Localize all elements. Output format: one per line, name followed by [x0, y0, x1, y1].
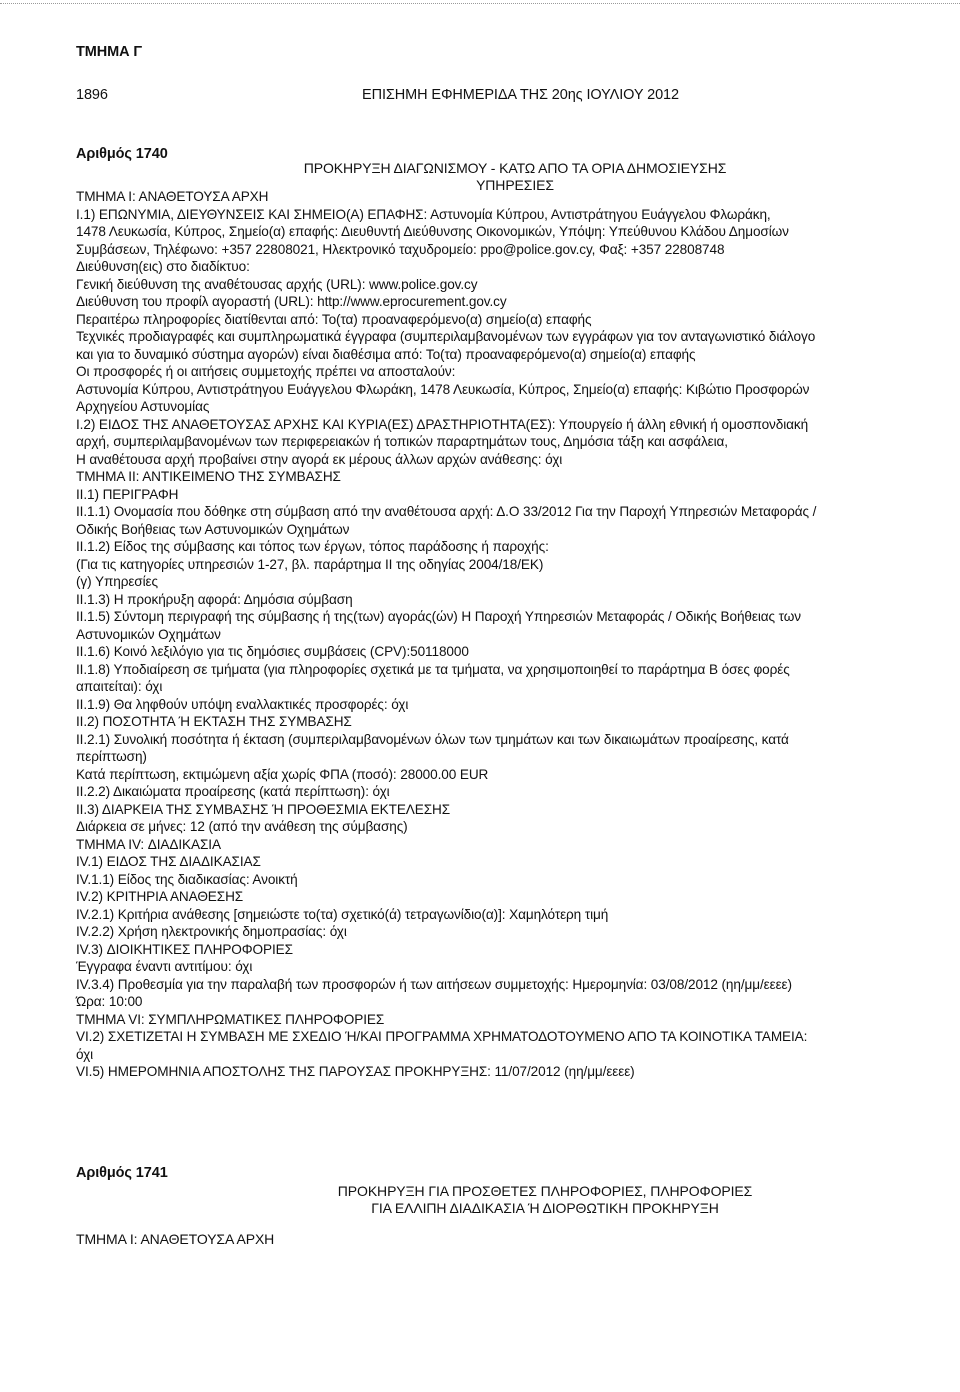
notice-line: IV.2.2) Χρήση ηλεκτρονικής δημοπρασίας: όχι — [76, 924, 347, 939]
notice-line: Διεύθυνση(εις) στο διαδίκτυο: — [76, 259, 250, 274]
notice-line: ΙΙ.3) ΔΙΑΡΚΕΙΑ ΤΗΣ ΣΥΜΒΑΣΗΣ Ή ΠΡΟΘΕΣΜΙΑ ΕΚΤΕΛΕΣΗΣ — [76, 801, 451, 817]
notice-line: ΙΙ.1.9) Θα ληφθούν υπόψη εναλλακτικές προσφορές: όχι — [76, 696, 409, 712]
gazette-title: ΕΠΙΣΗΜΗ ΕΦΗΜΕΡΙΔΑ ΤΗΣ 20ης ΙΟΥΛΙΟΥ 2012 — [362, 87, 679, 103]
notice-line: Συμβάσεων, Τηλέφωνο: +357 22808021, Ηλεκτρονικό ταχυδρομείο: ppo@police.gov.cy, Φαξ: +357 22808748 — [76, 241, 725, 257]
notice-title: ΓΙΑ ΕΛΛΙΠΗ ΔΙΑΔΙΚΑΣΙΑ Ή ΔΙΟΡΘΩΤΙΚΗ ΠΡΟΚΗΡΥΞΗ — [371, 1200, 719, 1216]
notice-line: ΙΙ.1.2) Είδος της σύμβασης και τόπος των έργων, τόπος παράδοσης ή παροχής: — [76, 539, 549, 554]
notice-line: ΙΙ.1.3) Η προκήρυξη αφορά: Δημόσια σύμβαση — [76, 591, 353, 607]
notice-line: Ι.2) ΕΙΔΟΣ ΤΗΣ ΑΝΑΘΕΤΟΥΣΑΣ ΑΡΧΗΣ ΚΑΙ ΚΥΡΙΑ(ΕΣ) ΔΡΑΣΤΗΡΙΟΤΗΤΑ(ΕΣ): Υπουργείο ή άλλη εθνική ή ομοσπονδιακή — [76, 416, 809, 432]
notice-line: Ι.1) ΕΠΩΝΥΜΙΑ, ΔΙΕΥΘΥΝΣΕΙΣ ΚΑΙ ΣΗΜΕΙΟ(Α) ΕΠΑΦΗΣ: Αστυνομία Κύπρου, Αντιστράτηγου Ευάγγελου Φλωράκη, — [76, 206, 771, 222]
notice-line: Οδικής Βοήθειας των Αστυνομικών Οχημάτων — [76, 521, 350, 537]
notice-line: Οι προσφορές ή οι αιτήσεις συμμετοχής πρέπει να αποσταλούν: — [76, 364, 456, 379]
notice-line: Αρχηγείου Αστυνομίας — [76, 399, 210, 414]
notice-line: ΙΙ.1.1) Ονομασία που δόθηκε στη σύμβαση από την αναθέτουσα αρχή: Δ.Ο 33/2012 Για την Παροχή Υπηρεσιών Μεταφοράς / — [76, 504, 817, 519]
notice-line: VI.5) ΗΜΕΡΟΜΗΝΙΑ ΑΠΟΣΤΟΛΗΣ ΤΗΣ ΠΑΡΟΥΣΑΣ ΠΡΟΚΗΡΥΞΗΣ: 11/07/2012 (ηη/μμ/εεεε) — [76, 1064, 635, 1079]
notice-line: IV.3.4) Προθεσμία για την παραλαβή των προσφορών ή των αιτήσεων συμμετοχής: Ημερομηνία: 03/08/2012 (ηη/μμ/εεεε) — [76, 976, 792, 992]
notice-title: ΥΠΗΡΕΣΙΕΣ — [476, 177, 554, 193]
notice-line: VI.2) ΣΧΕΤΙΖΕΤΑΙ Η ΣΥΜΒΑΣΗ ΜΕ ΣΧΕΔΙΟ Ή/ΚΑΙ ΠΡΟΓΡΑΜΜΑ ΧΡΗΜΑΤΟΔΟΤΟΥΜΕΝΟ ΑΠΟ ΤΑ ΚΟΙΝΟΤΙΚΑ ΤΑΜΕΙΑ: — [76, 1029, 808, 1044]
notice-line: IV.1.1) Είδος της διαδικασίας: Ανοικτή — [76, 871, 298, 887]
notice-line: IV.2.1) Κριτήρια ανάθεσης [σημειώστε το(τα) σχετικό(ά) τετραγωνίδιο(α)]: Χαμηλότερη τιμή — [76, 906, 609, 922]
notice-line: περίπτωση) — [76, 749, 147, 764]
scan-artifact-line — [0, 3, 960, 4]
notice-line: ΙΙ.1.5) Σύντομη περιγραφή της σύμβασης ή της(των) αγοράς(ών) Η Παροχή Υπηρεσιών Μεταφοράς / Οδικής Βοήθειας των — [76, 609, 801, 624]
notice-line: Διάρκεια σε μήνες: 12 (από την ανάθεση της σύμβασης) — [76, 819, 408, 834]
notice-line: Η αναθέτουσα αρχή προβαίνει στην αγορά εκ μέρους άλλων αρχών ανάθεσης: όχι — [76, 451, 563, 467]
section-label: ΤΜΗΜΑ Γ — [76, 44, 143, 60]
notice-line: ΙΙ.1.6) Κοινό λεξιλόγιο για τις δημόσιες συμβάσεις (CPV):50118000 — [76, 644, 469, 659]
section-heading: ΤΜΗΜΑ Ι: ΑΝΑΘΕΤΟΥΣΑ ΑΡΧΗ — [76, 1231, 275, 1247]
notice-line: IV.3) ΔΙΟΙΚΗΤΙΚΕΣ ΠΛΗΡΟΦΟΡΙΕΣ — [76, 941, 293, 957]
notice-line: Αστυνομία Κύπρου, Αντιστράτηγου Ευάγγελου Φλωράκη, 1478 Λευκωσία, Κύπρος, Σημείο(α) επαφής: Κιβώτιο Προσφορών — [76, 381, 810, 397]
notice-line: ΙΙ.1) ΠΕΡΙΓΡΑΦΗ — [76, 486, 179, 502]
notice-line: ΙΙ.2) ΠΟΣΟΤΗΤΑ Ή ΕΚΤΑΣΗ ΤΗΣ ΣΥΜΒΑΣΗΣ — [76, 714, 352, 729]
notice-title: ΠΡΟΚΗΡΥΞΗ ΔΙΑΓΩΝΙΣΜΟΥ - ΚΑΤΩ ΑΠΟ ΤΑ ΟΡΙΑ ΔΗΜΟΣΙΕΥΣΗΣ — [303, 160, 727, 176]
notice-line: Έγγραφα έναντι αντιτίμου: όχι — [76, 959, 253, 974]
notice-line: απαιτείται): όχι — [76, 679, 163, 694]
notice-line: (γ) Υπηρεσίες — [76, 574, 158, 589]
notice-line: ΤΜΗΜΑ IV: ΔΙΑΔΙΚΑΣΙΑ — [76, 836, 221, 852]
notice-line: Γενική διεύθυνση της αναθέτουσας αρχής (URL): www.police.gov.cy — [76, 276, 478, 292]
notice-line: 1478 Λευκωσία, Κύπρος, Σημείο(α) επαφής: Διευθυντή Διεύθυνσης Οικονομικών, Υπόψη: Υπεύθυνου Κλάδου Δημοσίων — [76, 224, 789, 239]
page-number: 1896 — [76, 87, 108, 103]
notice-line: αρχή, συμπεριλαμβανομένων των περιφερειακών ή τοπικών παραρτημάτων τους, Δημόσια τάξη και ασφάλεια, — [76, 434, 728, 449]
notice-line: και για το δυναμικό σύστημα αγορών) είναι διαθέσιμα από: Το(τα) προαναφερόμενο(α) σημείο(α) επαφής — [76, 346, 696, 362]
notice-line: ΙΙ.2.2) Δικαιώματα προαίρεσης (κατά περίπτωση): όχι — [76, 784, 390, 799]
notice-line: IV.1) ΕΙΔΟΣ ΤΗΣ ΔΙΑΔΙΚΑΣΙΑΣ — [76, 854, 261, 869]
notice-title: ΠΡΟΚΗΡΥΞΗ ΓΙΑ ΠΡΟΣΘΕΤΕΣ ΠΛΗΡΟΦΟΡΙΕΣ, ΠΛΗΡΟΦΟΡΙΕΣ — [337, 1183, 753, 1199]
notice-line: Ώρα: 10:00 — [76, 994, 143, 1009]
notice-line: Τεχνικές προδιαγραφές και συμπληρωματικά έγγραφα (συμπεριλαμβανομένων των εγγράφων για τον ανταγωνιστικό διάλογο — [76, 329, 816, 344]
notice-line: IV.2) ΚΡΙΤΗΡΙΑ ΑΝΑΘΕΣΗΣ — [76, 889, 244, 904]
notice-line: ΤΜΗΜΑ VI: ΣΥΜΠΛΗΡΩΜΑΤΙΚΕΣ ΠΛΗΡΟΦΟΡΙΕΣ — [76, 1011, 385, 1027]
notice-line: ΤΜΗΜΑ ΙΙ: ΑΝΤΙΚΕΙΜΕΝΟ ΤΗΣ ΣΥΜΒΑΣΗΣ — [76, 469, 341, 484]
notice-line: Περαιτέρω πληροφορίες διατίθενται από: Το(τα) προαναφερόμενο(α) σημείο(α) επαφής — [76, 311, 592, 327]
notice-line: όχι — [76, 1046, 94, 1062]
notice-line: ΙΙ.2.1) Συνολική ποσότητα ή έκταση (συμπεριλαμβανομένων όλων των τμημάτων και των δικαιωμάτων προαίρεσης, κατά — [76, 731, 789, 747]
notice-line: ΤΜΗΜΑ Ι: ΑΝΑΘΕΤΟΥΣΑ ΑΡΧΗ — [76, 189, 269, 204]
notice-line: Διεύθυνση του προφίλ αγοραστή (URL): http://www.eprocurement.gov.cy — [76, 294, 507, 309]
notice-number: Αριθμός 1740 — [76, 146, 168, 162]
notice-line: Κατά περίπτωση, εκτιμώμενη αξία χωρίς ΦΠΑ (ποσό): 28000.00 EUR — [76, 766, 489, 782]
notice-line: ΙΙ.1.8) Υποδιαίρεση σε τμήματα (για πληροφορίες σχετικά με τα τμήματα, να χρησιμοποιηθεί το παράρτημα Β όσες φορές — [76, 661, 790, 677]
notice-number: Αριθμός 1741 — [76, 1165, 168, 1181]
notice-line: Αστυνομικών Οχημάτων — [76, 626, 221, 642]
notice-line: (Για τις κατηγορίες υπηρεσιών 1-27, βλ. παράρτημα ΙΙ της οδηγίας 2004/18/ΕΚ) — [76, 556, 544, 572]
